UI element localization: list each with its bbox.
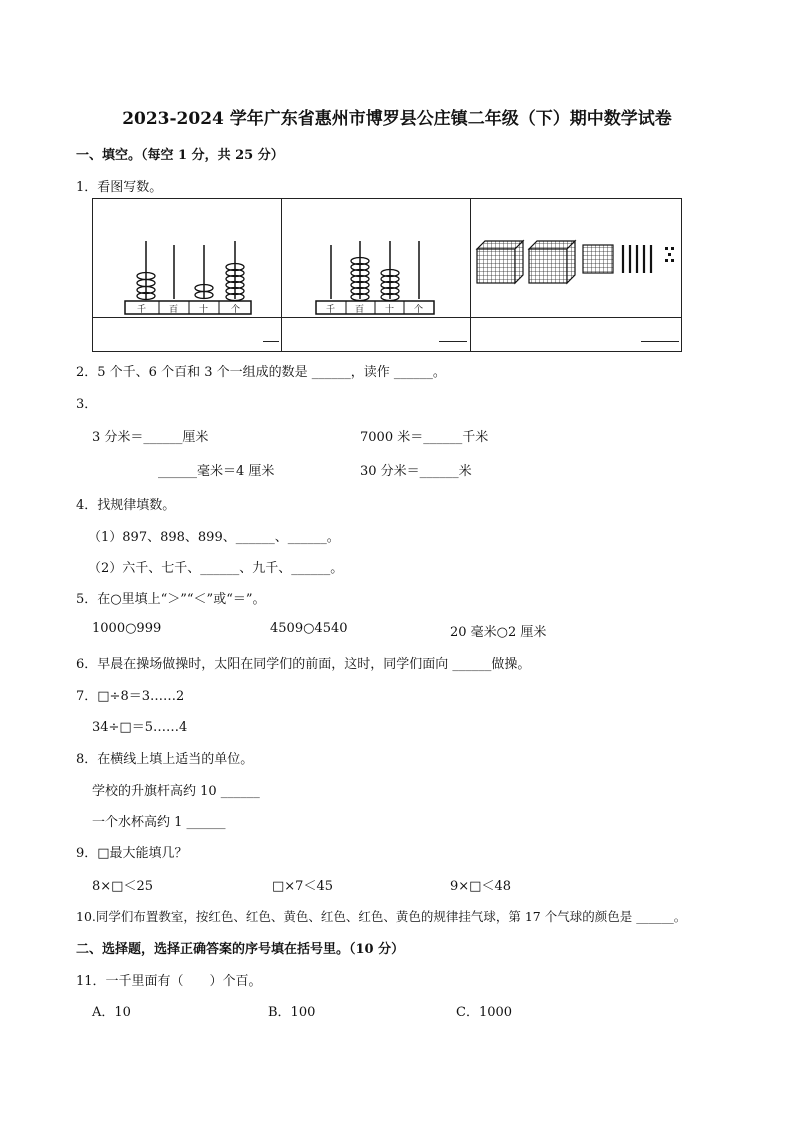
question-6: 6．早晨在操场做操时，太阳在同学们的前面，这时，同学们面向 ______做操。 (76, 657, 531, 672)
question-4a: （1）897、898、899、______、______。 (88, 530, 340, 545)
question-9: 9．□最大能填几？ (76, 846, 188, 861)
question-9b: □×7＜45 (272, 879, 333, 894)
question-5: 5．在○里填上“＞”“＜”或“＝”。 (76, 592, 266, 607)
question-11-option-a[interactable]: A．10 (92, 1005, 131, 1020)
question-11-option-b[interactable]: B．100 (268, 1005, 316, 1020)
question-11: 11．一千里面有（ ）个百。 (76, 974, 262, 989)
question-5c: 20 毫米○2 厘米 (450, 625, 547, 640)
abacus-2-label-ge: 个 (414, 305, 424, 315)
figure-table (92, 198, 682, 352)
abacus-1-label-shi: 十 (199, 305, 209, 315)
abacus-2-label-bai: 百 (355, 305, 365, 315)
question-8a: 学校的升旗杆高约 10 ______ (92, 784, 260, 799)
answer-line-2[interactable] (439, 341, 467, 342)
answer-line-1[interactable] (263, 341, 279, 342)
section-2-heading: 二、选择题，选择正确答案的序号填在括号里。（10 分） (76, 942, 405, 957)
question-3c: ______毫米＝4 厘米 (158, 464, 275, 479)
section-1-heading: 一、填空。（每空 1 分，共 25 分） (76, 148, 284, 163)
question-3d: 30 分米＝______米 (360, 464, 472, 479)
question-10: 10.同学们布置教室，按红色、红色、黄色、红色、红色、黄色的规律挂气球，第 17 个气球的颜色是 ______。 (76, 909, 687, 924)
question-9a: 8×□＜25 (92, 879, 153, 894)
abacus-1-label-qian: 千 (137, 305, 147, 315)
question-11-option-c[interactable]: C．1000 (456, 1005, 513, 1020)
question-3b: 7000 米＝______千米 (360, 430, 489, 445)
abacus-2-label-qian: 千 (326, 305, 336, 315)
answer-line-3[interactable] (641, 341, 679, 342)
abacus-1-label-ge: 个 (231, 305, 241, 315)
base-ten-blocks-image (475, 239, 681, 287)
question-8: 8．在横线上填上适当的单位。 (76, 752, 254, 767)
question-5b: 4509○4540 (270, 621, 348, 636)
abacus-1-label-bai: 百 (169, 305, 179, 315)
page-title: 2023-2024 学年广东省惠州市博罗县公庄镇二年级（下）期中数学试卷 (122, 109, 672, 129)
question-7a: 7．□÷8＝3……2 (76, 689, 185, 704)
question-4b: （2）六千、七千、______、九千、______。 (88, 561, 344, 576)
question-2: 2．5 个千、6 个百和 3 个一组成的数是 ______，读作 ______。 (76, 365, 446, 380)
question-1: 1．看图写数。 (76, 180, 163, 195)
question-3: 3． (76, 397, 98, 412)
question-3a: 3 分米＝______厘米 (92, 430, 209, 445)
question-8b: 一个水杯高约 1 ______ (92, 815, 226, 830)
question-4: 4．找规律填数。 (76, 498, 176, 513)
question-5a: 1000○999 (92, 621, 162, 636)
question-7b: 34÷□＝5……4 (92, 720, 188, 735)
abacus-2-label-shi: 十 (385, 305, 395, 315)
question-9c: 9×□＜48 (450, 879, 511, 894)
